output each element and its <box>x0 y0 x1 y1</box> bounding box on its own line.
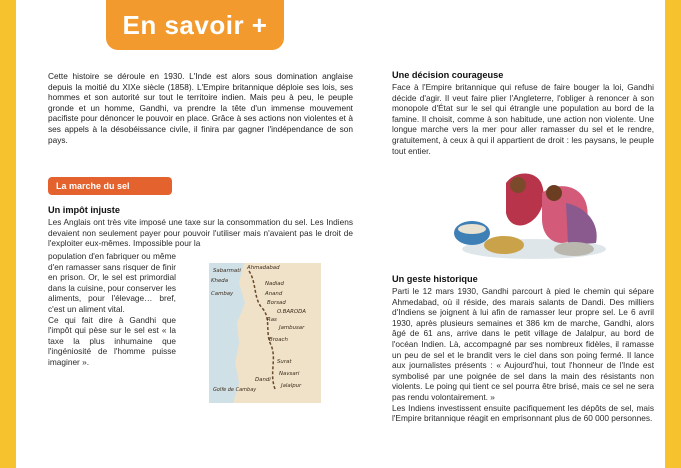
header-tab <box>106 0 284 50</box>
map-label: Dandi <box>255 377 271 383</box>
map-label: Kheda <box>211 278 228 284</box>
impot-block <box>48 205 353 249</box>
intro-text: Cette histoire se déroule en 1930. L'Inde est alors sous domination anglaise depuis la moitié du XIXe siècle (1858). L'Empire britannique déploie ses lois, ses hommes et son autorité sur tout le territoire indien. Mais peu à peu, le peuple gronde et un homme, Gandhi, va prendre la tête d'un immense mouvement pacifiste pour dénoncer le pouvoir en place. Grâce à ses actions non violentes et à ses appels à la désobéissance civile, il finira par gagner l'indépendance de son pays. <box>48 71 353 145</box>
salt-march-map-image <box>209 263 321 403</box>
decision-heading: Une décision courageuse <box>392 70 504 80</box>
women-gathering-salt-image <box>446 163 610 263</box>
map-label: Broach <box>269 337 288 343</box>
map-label: Nadiad <box>265 281 284 287</box>
map-label: Cambay <box>211 291 234 297</box>
impot-heading: Un impôt injuste <box>48 205 120 215</box>
map-label: Ahmadabad <box>247 265 280 271</box>
map-label: Surat <box>277 359 292 365</box>
decision-text: Face à l'Empire britannique qui refuse de faire bouger la loi, Gandhi décide d'agir. Il veut faire plier l'Angleterre, l'obliger à renoncer à son monopole d'État sur le sel qui étrangle une population au bord de la famine. Il choisit, comme à son habitude, une action non violente. Une longue marche vers la mer pour aller ramasser du sel et le rendre, gratuitement, à ceux à qui il appartient de droit : les paysans, le peuple tout entier. <box>392 82 654 156</box>
map-label: Jambusar <box>279 325 305 331</box>
map-label: Ras <box>267 317 277 323</box>
decision-block <box>392 70 654 156</box>
geste-block <box>392 274 654 424</box>
map-label: Golfe de Cambay <box>213 387 257 393</box>
map-label: Jalalpur <box>281 383 302 389</box>
impot-narrow-block <box>48 251 176 368</box>
geste-text-2: Les Indiens investissent ensuite pacifiquement les dépôts de sel, mais l'Empire britannique réagit en emprisonnant plus de 60 000 personnes. <box>392 402 654 424</box>
page <box>16 0 665 468</box>
map-label: Navsari <box>279 371 300 377</box>
map-label: Anand <box>265 291 283 297</box>
geste-text-1: Parti le 12 mars 1930, Gandhi parcourt à pied le chemin qui sépare Ahmedabad, où il réside, des marais salants de Dandi. Des milliers d'Indiens se joignent à lui afin de ramasser leur propre sel. Le 6 avril 1930, après plusieurs semaines et 386 km de marche, Gandhi, alors âgé de 61 ans, arrive dans le petit village de Jalalpur, au bord de l'océan Indien. Là, accompagné par ses nombreux fidèles, il ramasse un peu de sel et le brandit vers le ciel dans son poing fermé. Il lance aux journalistes présents : « Aujourd'hui, tout l'honneur de l'Inde est symbolisé par une poignée de sel dans la main des résistants non violents. Le poing qui tient ce sel pourra être brisé, mais ce sel ne sera pas rendu volontairement. » <box>392 286 654 402</box>
page-title: En savoir + <box>122 9 268 40</box>
impot-text-quote: Ce qui fait dire à Gandhi que l'impôt qui pèse sur le sel est « la taxe la plus inhumaine que l'ingéniosité de l'homme puisse imaginer ». <box>48 314 176 367</box>
geste-heading: Un geste historique <box>392 274 478 284</box>
section-label: La marche du sel <box>48 177 172 195</box>
impot-text-wide: Les Anglais ont très vite imposé une taxe sur la consommation du sel. Les Indiens devaient non seulement payer pour pouvoir l'utiliser mais n'avaient pas le droit de l'exploiter eux-mêmes. Impossible pour la <box>48 217 353 249</box>
map-label: O.BARODA <box>277 309 306 315</box>
intro-block <box>48 71 353 145</box>
map-label: Borsad <box>267 300 286 306</box>
map-label: Sabarmati <box>213 268 241 274</box>
impot-text-narrow: population d'en fabriquer ou même d'en ramasser sans risquer de finir en prison. Or, le sel est primordial dans la cuisine, pour conserver les aliments, pour l'élevage… bref, c'est un aliment vital. <box>48 251 176 314</box>
